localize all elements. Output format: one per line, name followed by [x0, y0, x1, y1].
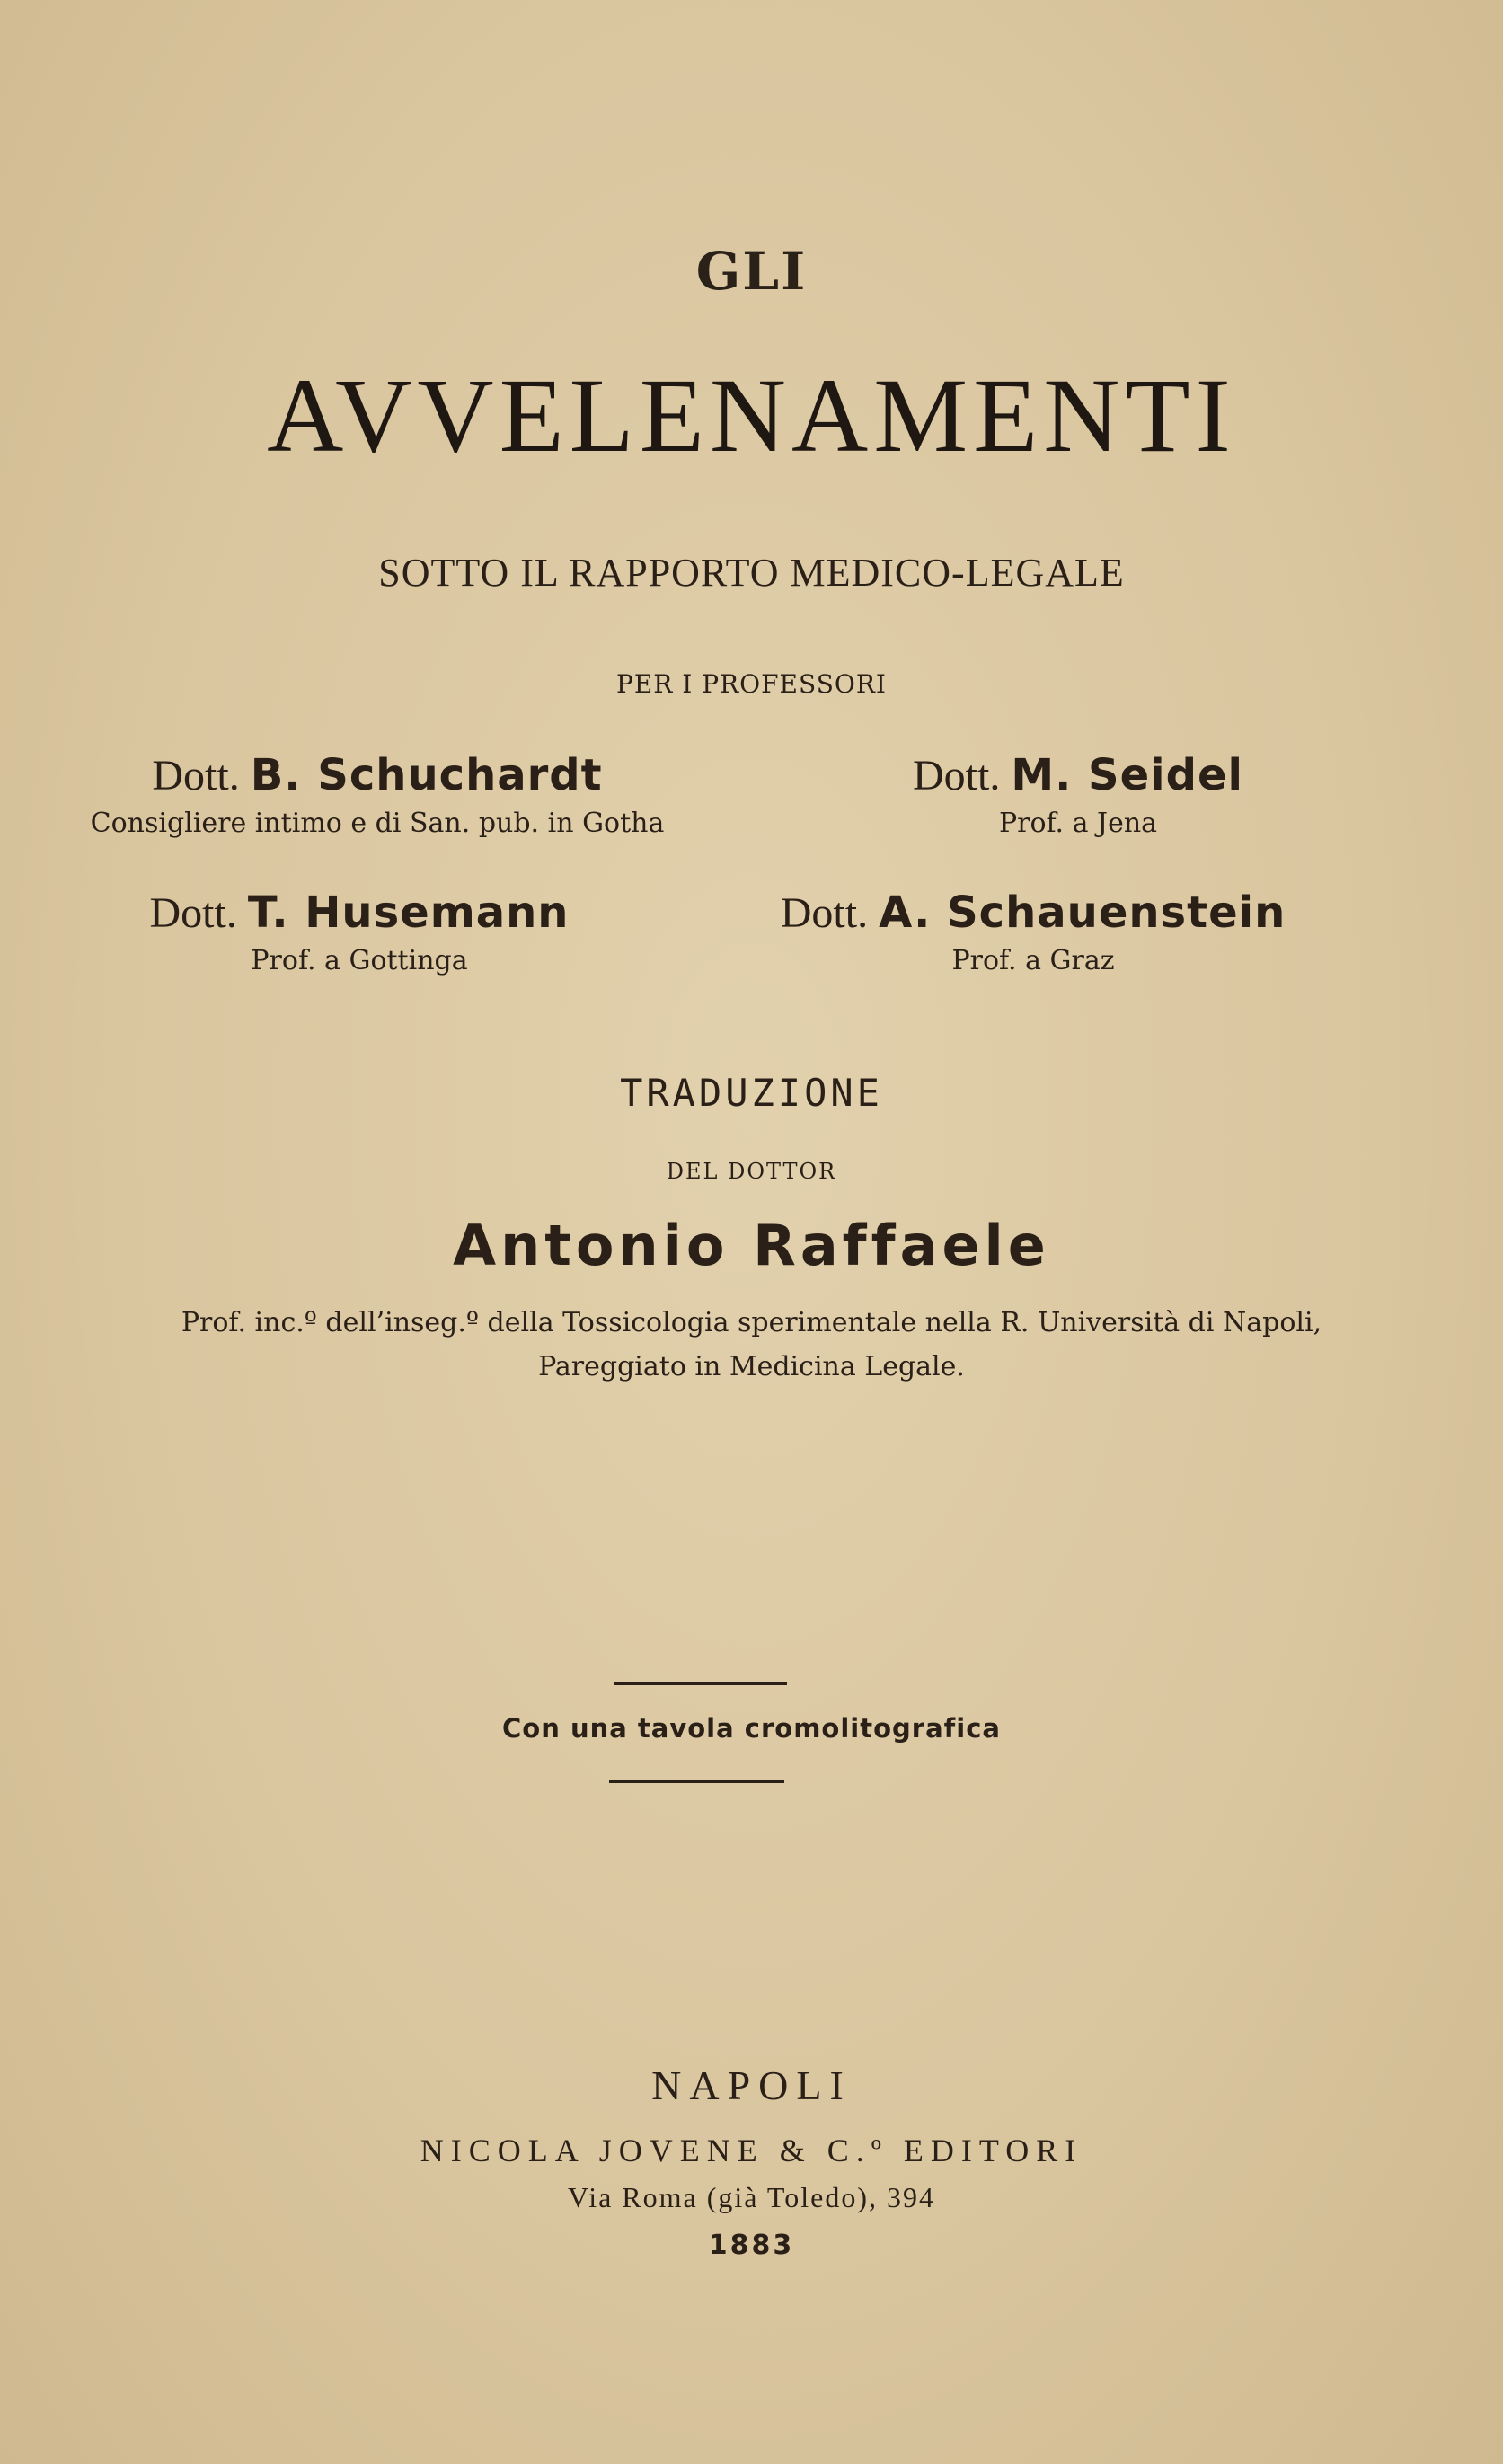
author-name: B. Schuchardt — [250, 750, 603, 800]
traduzione-label: TRADUZIONE — [620, 1071, 883, 1115]
author-role: Prof. a Graz — [951, 945, 1115, 976]
imprint-publisher: NICOLA JOVENE & C.º EDITORI — [420, 2133, 1083, 2168]
author-husemann — [90, 888, 629, 976]
author-prefix: Dott. — [780, 889, 869, 937]
author-role: Prof. a Jena — [998, 808, 1158, 839]
translator-affiliation: Prof. inc.º dell’inseg.º della Tossicologia sperimentale nella R. Università di Napoli, — [181, 1307, 1322, 1338]
translator-affiliation-2: Pareggiato in Medicina Legale. — [538, 1351, 965, 1382]
author-prefix: Dott. — [149, 889, 237, 937]
del-dottor: DEL DOTTOR — [666, 1159, 837, 1184]
divider-top — [614, 1682, 787, 1685]
author-name: T. Husemann — [247, 888, 570, 938]
main-title: AVVELENAMENTI — [267, 357, 1236, 474]
imprint-year: 1883 — [708, 2230, 795, 2261]
author-prefix: Dott. — [152, 752, 240, 799]
per-professori: PER I PROFESSORI — [616, 669, 887, 699]
author-role: Prof. a Gottinga — [251, 945, 468, 976]
author-schauenstein — [737, 888, 1330, 976]
author-prefix: Dott. — [913, 752, 1001, 799]
imprint-city: NAPOLI — [651, 2062, 852, 2108]
author-name: M. Seidel — [1011, 750, 1243, 800]
author-schuchardt — [63, 750, 692, 839]
plate-note: Con una tavola cromolitografica — [502, 1713, 1001, 1744]
title-gli: GLI — [695, 241, 808, 302]
author-seidel — [809, 750, 1348, 839]
divider-bottom — [609, 1780, 784, 1783]
author-role: Consigliere intimo e di San. pub. in Gotha — [90, 808, 665, 839]
translator-name: Antonio Raffaele — [453, 1213, 1050, 1278]
author-name: A. Schauenstein — [879, 888, 1286, 938]
subtitle: SOTTO IL RAPPORTO MEDICO-LEGALE — [378, 551, 1125, 595]
imprint-address: Via Roma (già Toledo), 394 — [568, 2181, 935, 2213]
